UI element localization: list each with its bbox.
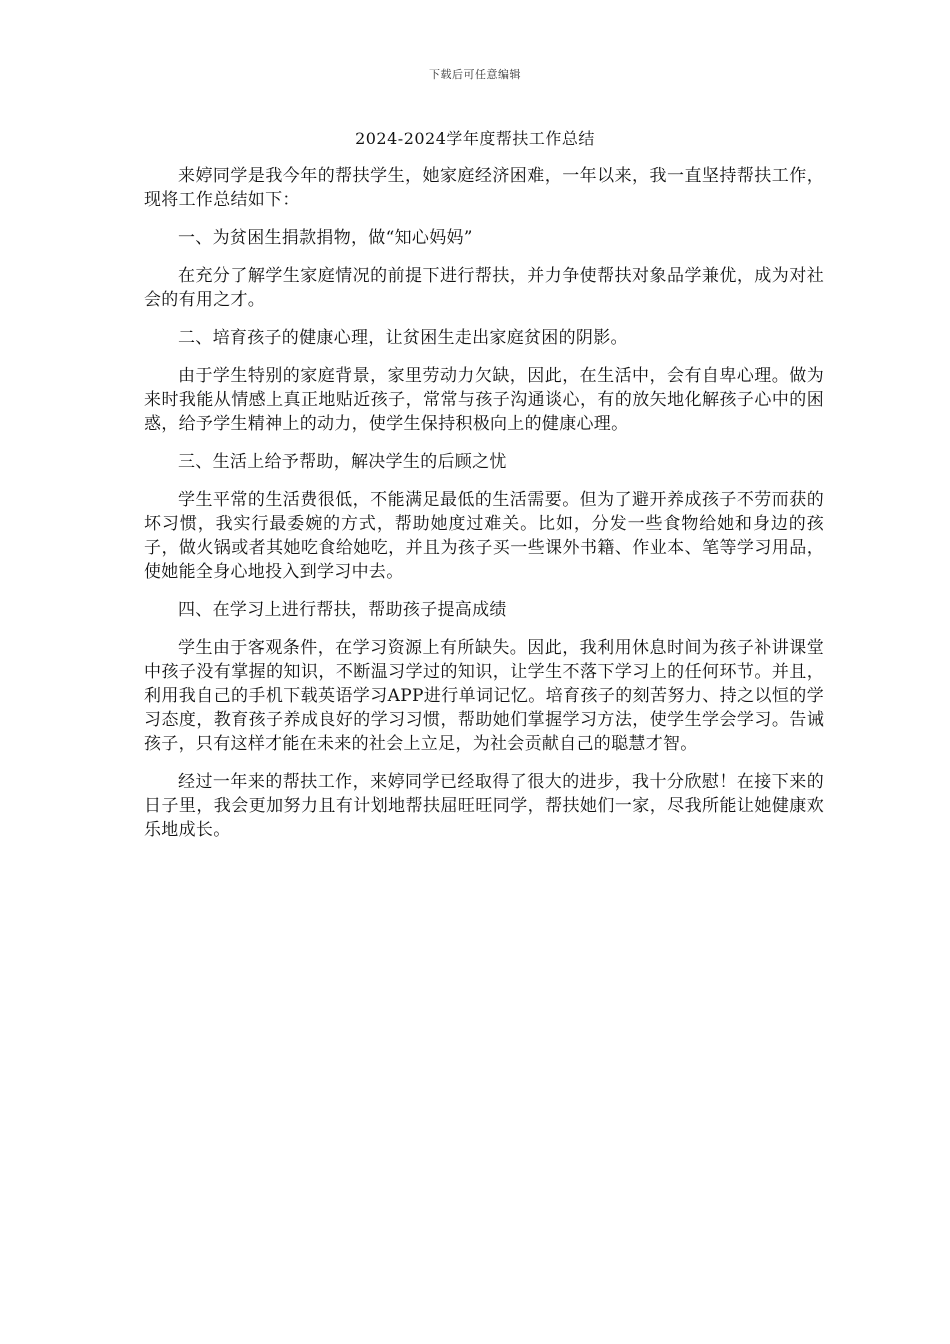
section-heading-4: 四、在学习上进行帮扶，帮助孩子提高成绩 — [178, 600, 507, 620]
section-heading-3: 三、生活上给予帮助，解决学生的后顾之忧 — [178, 452, 507, 472]
section-paragraph-4: 学生由于客观条件，在学习资源上有所缺失。因此，我利用休息时间为孩子补讲课堂中孩子没有掌握的知识，不断温习学过的知识，让学生不落下学习上的任何环节。并且，利用我自己的手机下载英语学习APP进行单词记忆。培育孩子的刻苦努力、持之以恒的学习态度，教育孩子养成良好的学习习惯，帮助她们掌握学习方法，使学生学会学习。告诫孩子，只有这样才能在未来的社会上立足，为社会贡献自己的聪慧才智。 — [144, 638, 824, 754]
closing-paragraph: 经过一年来的帮扶工作，来婷同学已经取得了很大的进步，我十分欣慰！在接下来的日子里，我会更加努力且有计划地帮扶屈旺旺同学，帮扶她们一家，尽我所能让她健康欢乐地成长。 — [144, 772, 824, 840]
section-paragraph-3: 学生平常的生活费很低，不能满足最低的生活需要。但为了避开养成孩子不劳而获的坏习惯，我实行最委婉的方式，帮助她度过难关。比如，分发一些食物给她和身边的孩子，做火锅或者其她吃食给她吃，并且为孩子买一些课外书籍、作业本、笔等学习用品，使她能全身心地投入到学习中去。 — [144, 490, 824, 582]
page-header: 下载后可任意编辑 — [429, 68, 521, 81]
section-paragraph-1: 在充分了解学生家庭情况的前提下进行帮扶，并力争使帮扶对象品学兼优，成为对社会的有用之才。 — [144, 266, 824, 310]
section-heading-2: 二、培育孩子的健康心理，让贫困生走出家庭贫困的阴影。 — [178, 328, 628, 348]
document-body — [144, 164, 824, 856]
section-heading-1: 一、为贫困生捐款捐物，做“知心妈妈” — [178, 228, 473, 248]
document-title: 2024-2024学年度帮扶工作总结 — [355, 129, 595, 148]
section-paragraph-2: 由于学生特别的家庭背景，家里劳动力欠缺，因此，在生活中，会有自卑心理。做为来时我能从情感上真正地贴近孩子，常常与孩子沟通谈心，有的放矢地化解孩子心中的困惑，给予学生精神上的动力，使学生保持积极向上的健康心理。 — [144, 366, 824, 434]
intro-paragraph: 来婷同学是我今年的帮扶学生，她家庭经济困难，一年以来，我一直坚持帮扶工作，现将工作总结如下： — [144, 166, 824, 210]
